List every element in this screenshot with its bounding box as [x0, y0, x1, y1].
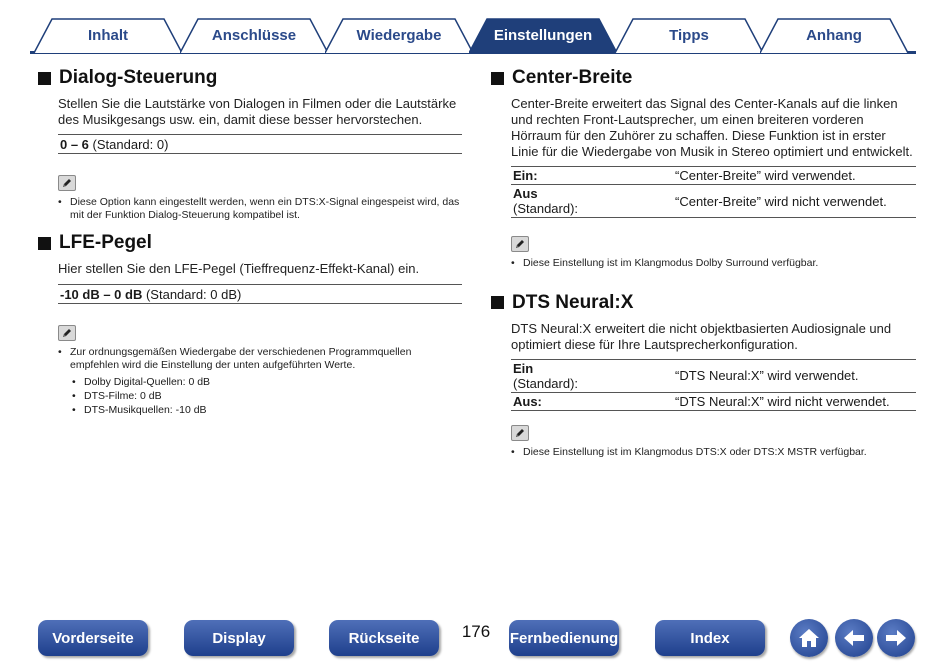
heading-square-icon [38, 72, 51, 85]
tab-wiedergabe[interactable] [325, 18, 473, 52]
option-default: (Standard): [513, 201, 579, 216]
option-key [511, 167, 673, 185]
option-key-bold: Ein: [513, 168, 538, 183]
table-row [511, 359, 916, 392]
option-key-bold: Aus: [513, 393, 542, 409]
tab-label: Tipps [669, 26, 709, 44]
option-value: “Center-Breite” wird verwendet. [673, 167, 916, 185]
option-value: “Center-Breite” wird nicht verwendet. [673, 185, 916, 218]
tab-anschluesse[interactable] [180, 18, 328, 52]
pencil-note-icon [58, 325, 76, 341]
range-bold: -10 dB – 0 dB [60, 287, 143, 302]
vorderseite-button[interactable]: Vorderseite [38, 620, 148, 656]
option-value: “DTS Neural:X” wird verwendet. [673, 359, 916, 392]
index-button[interactable]: Index [655, 620, 765, 656]
note-text: Diese Einstellung ist im Klangmodus DTS:X oder DTS:X MSTR verfügbar. [523, 445, 867, 458]
option-default: (Standard): [513, 375, 579, 391]
back-arrow-icon[interactable] [835, 619, 873, 657]
heading-text: LFE-Pegel [59, 232, 152, 253]
tab-label: Anhang [806, 26, 862, 44]
option-key [511, 185, 673, 218]
neural-options-table [511, 359, 916, 411]
tab-label: Einstellungen [493, 26, 593, 44]
dialog-description: Stellen Sie die Lautstärke von Dialogen in Filmen oder die Lautstärke des Musikgesangs usw. ein, damit diese besser hervorstechen. [58, 96, 457, 127]
tab-anhang[interactable] [760, 18, 908, 52]
dialog-note: • Diese Option kann eingestellt werden, wenn ein DTS:X-Signal eingespeist wird, das mit der Funktion Dialog-Steuerung kompatibel ist. [58, 196, 462, 221]
forward-arrow-icon[interactable] [877, 619, 915, 657]
center-options-table [511, 166, 916, 218]
center-description: Center-Breite erweitert das Signal des Center-Kanals auf die linken und rechten Front-Lautsprecher, um einen breiteren vorderen Hörraum für den Zuhörer zu schaffen. Diese Funktion ist in erster Linie für die Wiedergabe von Musik in Stereo optimiert und entwickelt. [511, 96, 913, 159]
note-text: Diese Option kann eingestellt werden, wenn ein DTS:X-Signal eingespeist wird, das mit der Funktion Dialog-Steuerung kompatibel ist. [70, 196, 460, 221]
lfe-sub-list [58, 375, 462, 417]
option-key [511, 392, 673, 410]
heading-square-icon [491, 72, 504, 85]
neural-description: DTS Neural:X erweitert die nicht objektbasierten Audiosignale und optimiert diese für Ihre Lautsprecherkonfiguration. [511, 320, 892, 352]
list-item: • Dolby Digital-Quellen: 0 dB [72, 376, 211, 388]
heading-square-icon [38, 237, 51, 250]
tab-label: Wiedergabe [356, 26, 442, 44]
heading-square-icon [491, 296, 504, 309]
left-column [38, 66, 462, 417]
pencil-note-icon [511, 236, 529, 252]
tab-label: Inhalt [88, 26, 128, 44]
table-row [511, 392, 916, 410]
display-button[interactable]: Display [184, 620, 294, 656]
list-item: • DTS-Filme: 0 dB [72, 390, 162, 402]
pencil-note-icon [511, 425, 529, 441]
option-key-bold: Ein [513, 360, 534, 376]
heading-text: Center-Breite [512, 67, 633, 88]
option-key [511, 359, 673, 392]
rueckseite-button[interactable]: Rückseite [329, 620, 439, 656]
range-default: (Standard: 0) [88, 137, 169, 152]
table-row [511, 167, 916, 185]
list-item-text: DTS-Filme: 0 dB [84, 390, 162, 402]
tab-tipps[interactable] [615, 18, 763, 52]
range-default: (Standard: 0 dB) [142, 287, 242, 302]
option-value: “DTS Neural:X” wird nicht verwendet. [673, 392, 916, 410]
page-number: 176 [461, 622, 491, 641]
lfe-heading [38, 231, 462, 255]
range-bold: 0 – 6 [60, 137, 89, 152]
note-text: Diese Einstellung ist im Klangmodus Dolby Surround verfügbar. [523, 257, 819, 269]
lfe-note: • Zur ordnungsgemäßen Wiedergabe der verschiedenen Programmquellen empfehlen wird die Einstellung der unten aufgeführten Werte. [58, 346, 462, 371]
tab-label: Anschlüsse [211, 26, 297, 44]
neural-heading [491, 291, 916, 315]
list-item-text: DTS-Musikquellen: -10 dB [84, 404, 207, 416]
neural-note: • Diese Einstellung ist im Klangmodus DTS:X oder DTS:X MSTR verfügbar. [511, 445, 867, 458]
fernbedienung-button[interactable]: Fernbedienung [509, 620, 619, 656]
heading-text: Dialog-Steuerung [59, 67, 218, 88]
heading-text: DTS Neural:X [512, 291, 634, 313]
right-column [491, 66, 916, 458]
option-key-bold: Aus [513, 186, 538, 201]
tab-inhalt[interactable] [34, 18, 182, 52]
dialog-range [58, 134, 462, 154]
note-text: Zur ordnungsgemäßen Wiedergabe der verschiedenen Programmquellen empfehlen wird die Einstellung der unten aufgeführten Werte. [70, 346, 412, 371]
center-heading [491, 66, 916, 90]
home-icon[interactable] [790, 619, 828, 657]
list-item-text: Dolby Digital-Quellen: 0 dB [84, 376, 211, 388]
tab-einstellungen[interactable] [469, 18, 617, 52]
lfe-description: Hier stellen Sie den LFE-Pegel (Tieffrequenz-Effekt-Kanal) ein. [58, 261, 420, 276]
dialog-heading [38, 66, 462, 90]
center-note: • Diese Einstellung ist im Klangmodus Dolby Surround verfügbar. [511, 257, 819, 269]
lfe-range [58, 284, 462, 304]
list-item: • DTS-Musikquellen: -10 dB [72, 404, 207, 416]
pencil-note-icon [58, 175, 76, 191]
table-row [511, 185, 916, 218]
